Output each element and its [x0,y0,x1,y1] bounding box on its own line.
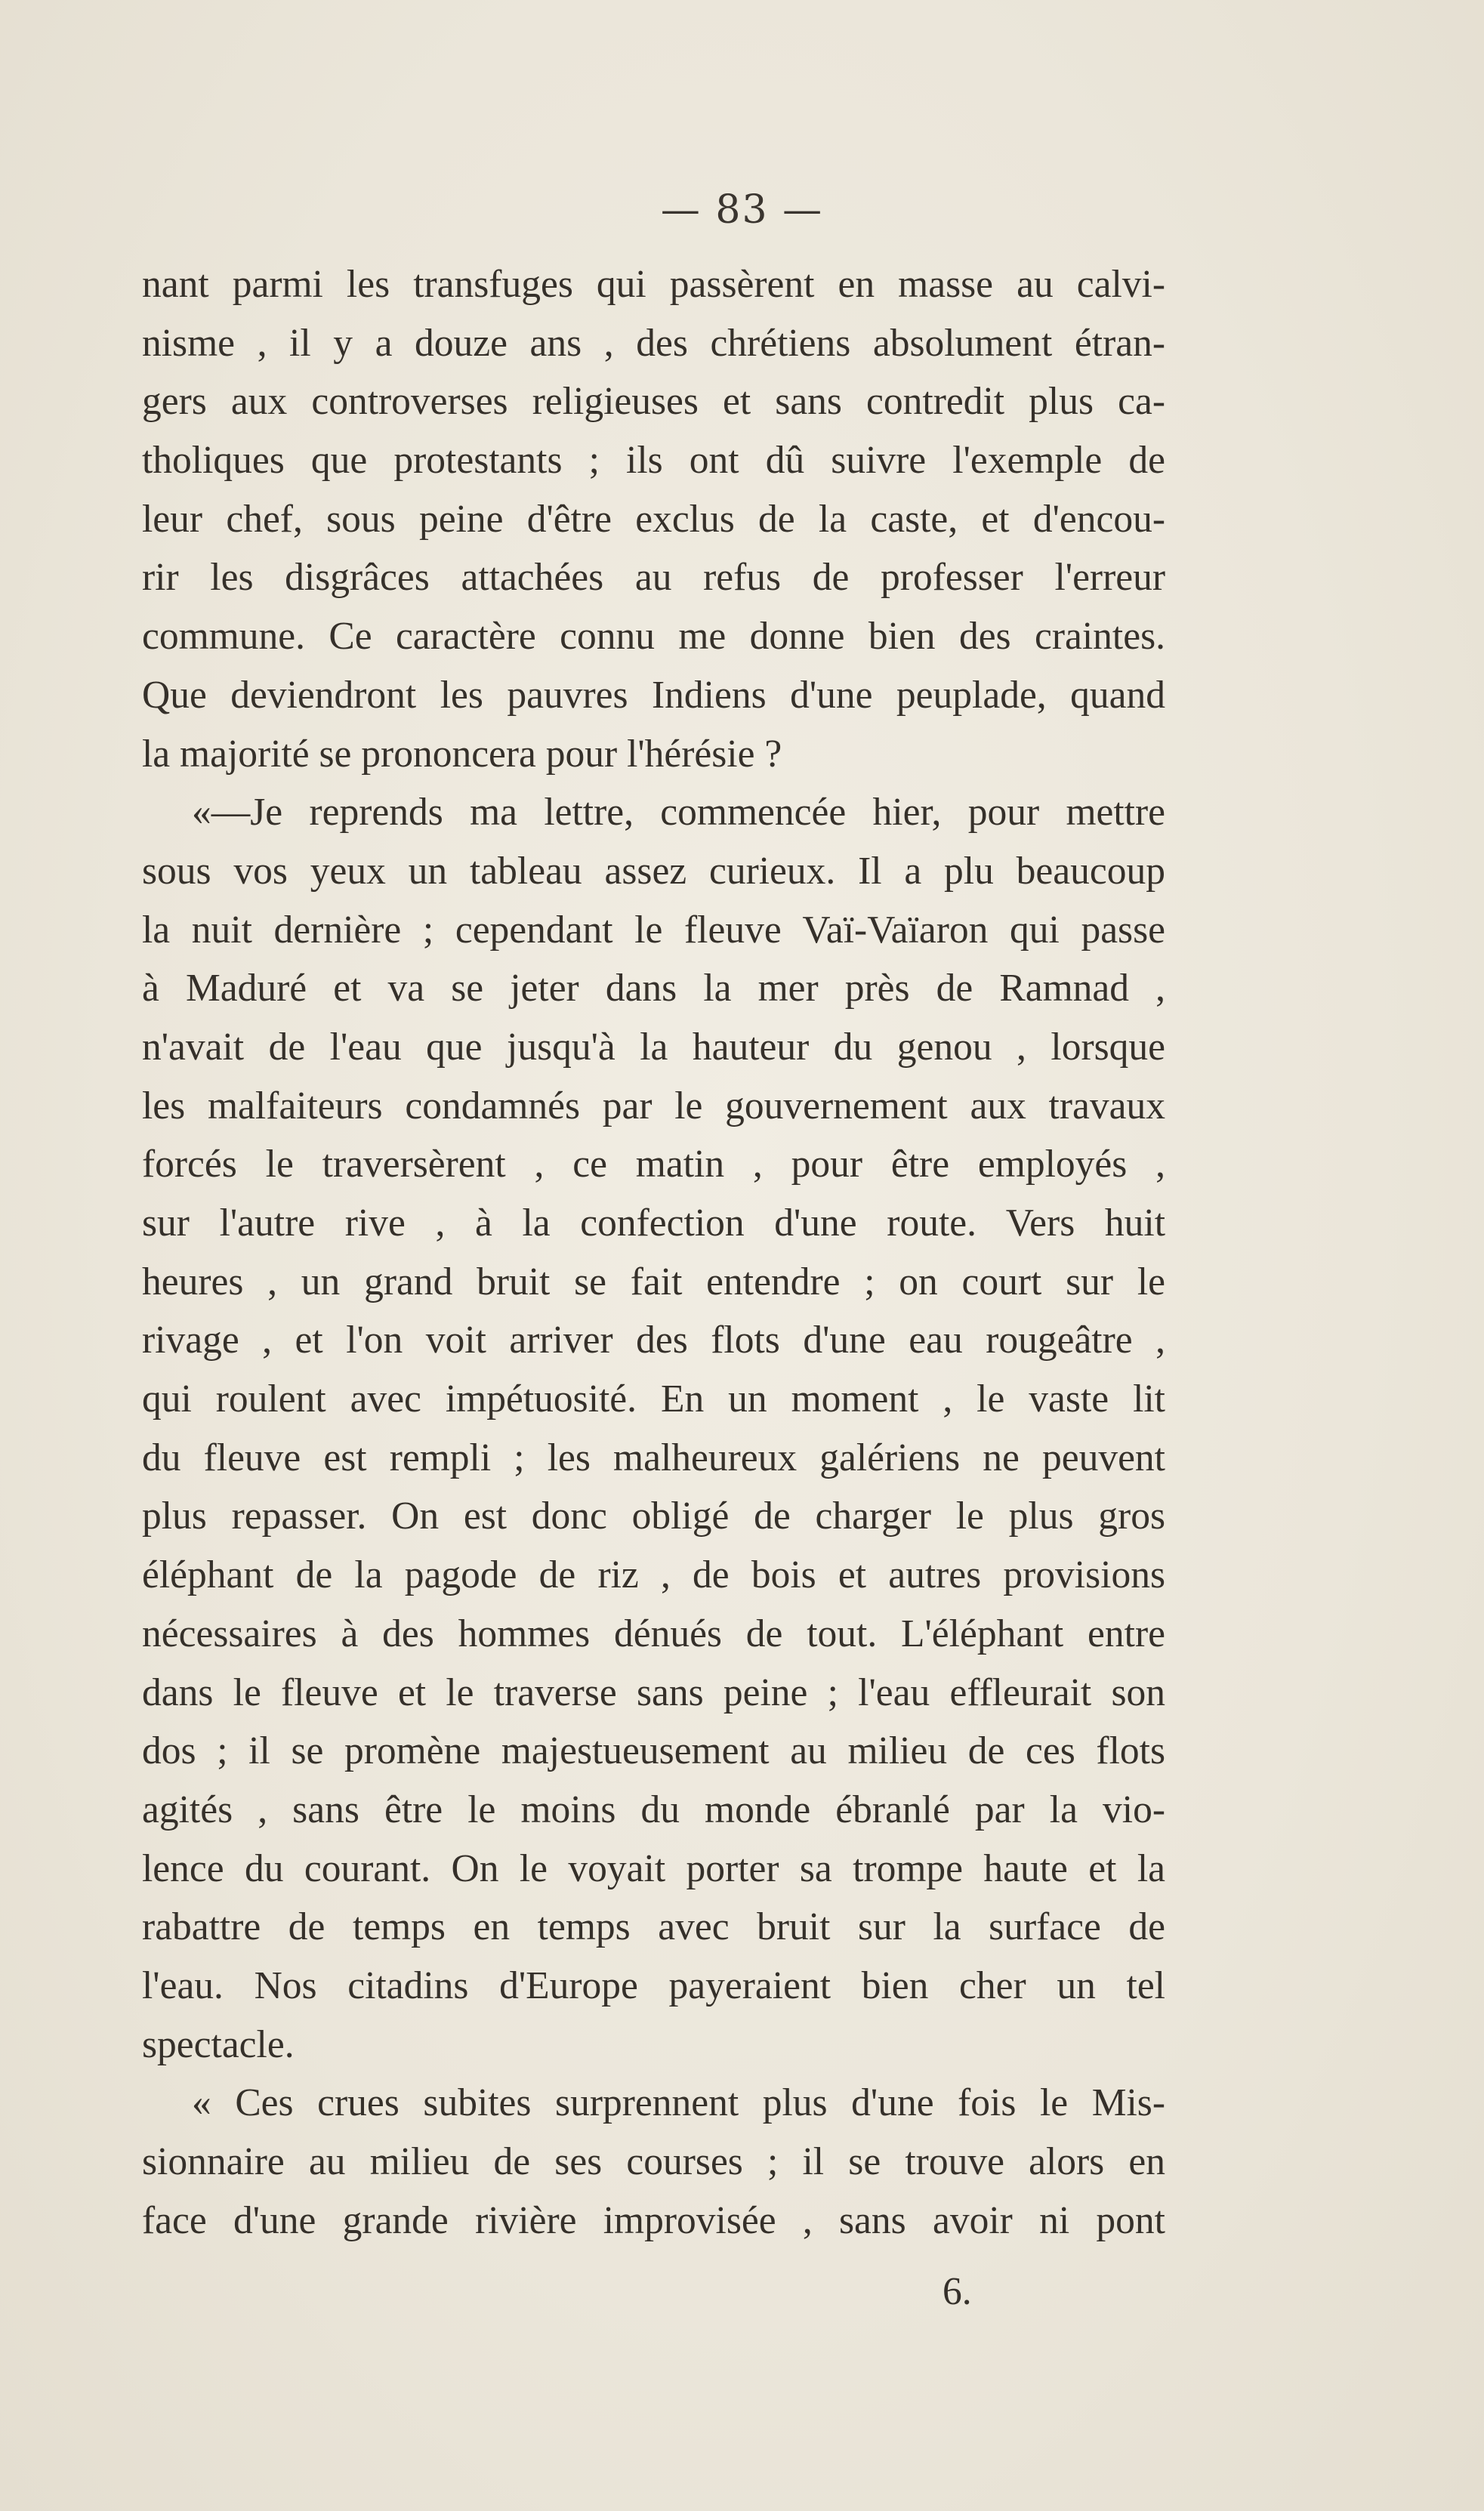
text-line: la majorité se prononcera pour l'hérésie ? [142,732,782,776]
text-line: spectacle. [142,2022,295,2066]
text-line: dans le fleuve et le traverse sans peine ; l'eau effleurait son [142,1670,1165,1714]
text-line: rivage , et l'on voit arriver des flots d'une eau rougeâtre , [142,1319,1165,1362]
text-line: gers aux controverses religieuses et sans contredit plus ca- [142,380,1165,424]
text-line: Que deviendront les pauvres Indiens d'une peuplade, quand [142,673,1165,717]
text-line: éléphant de la pagode de riz , de bois et autres provisions [142,1553,1165,1597]
text-line: la nuit dernière ; cependant le fleuve Vaï-Vaïaron qui passe [142,908,1165,952]
text-line: du fleuve est rempli ; les malheureux galériens ne peuvent [142,1436,1165,1479]
text-line: à Maduré et va se jeter dans la mer près de Ramnad , [142,967,1165,1010]
text-line: sous vos yeux un tableau assez curieux. Il a plu beaucoup [142,849,1165,893]
text-line: nécessaires à des hommes dénués de tout. L'éléphant entre [142,1612,1165,1655]
text-line: lence du courant. On le voyait porter sa trompe haute et la [142,1846,1165,1890]
text-line: commune. Ce caractère connu me donne bien des craintes. [142,615,1165,659]
text-line: forcés le traversèrent , ce matin , pour être employés , [142,1143,1165,1186]
text-line: plus repasser. On est donc obligé de charger le plus gros [142,1495,1165,1538]
text-line: heures , un grand bruit se fait entendre ; on court sur le [142,1260,1165,1303]
text-line: rabattre de temps en temps avec bruit sur la surface de [142,1905,1165,1949]
text-line: qui roulent avec impétuosité. En un moment , le vaste lit [142,1377,1165,1421]
text-line: nant parmi les transfuges qui passèrent en masse au calvi- [142,263,1165,306]
text-line: rir les disgrâces attachées au refus de professer l'erreur [142,556,1165,600]
text-line: nisme , il y a douze ans , des chrétiens absolument étran- [142,321,1165,365]
text-line: agités , sans être le moins du monde ébranlé par la vio- [142,1788,1165,1831]
text-line: sur l'autre rive , à la confection d'une route. Vers huit [142,1202,1165,1245]
signature-mark: 6. [943,2270,972,2313]
text-line: «—Je reprends ma lettre, commencée hier, pour mettre [192,791,1165,834]
page-number: — 83 — [660,187,824,233]
text-line: l'eau. Nos citadins d'Europe payeraient bien cher un tel [142,1963,1165,2007]
text-line: les malfaiteurs condamnés par le gouvernement aux travaux [142,1084,1165,1127]
text-line: « Ces crues subites surprennent plus d'une fois le Mis- [192,2081,1165,2125]
text-line: tholiques que protestants ; ils ont dû suivre l'exemple de [142,439,1165,483]
text-line: dos ; il se promène majestueusement au milieu de ces flots [142,1729,1165,1773]
text-line: n'avait de l'eau que jusqu'à la hauteur du genou , lorsque [142,1025,1165,1069]
text-line: sionnaire au milieu de ses courses ; il se trouve alors en [142,2140,1165,2183]
text-line: leur chef, sous peine d'être exclus de la caste, et d'encou- [142,497,1165,541]
body-text [142,255,1165,2250]
text-line: face d'une grande rivière improvisée , sans avoir ni pont [142,2198,1165,2242]
